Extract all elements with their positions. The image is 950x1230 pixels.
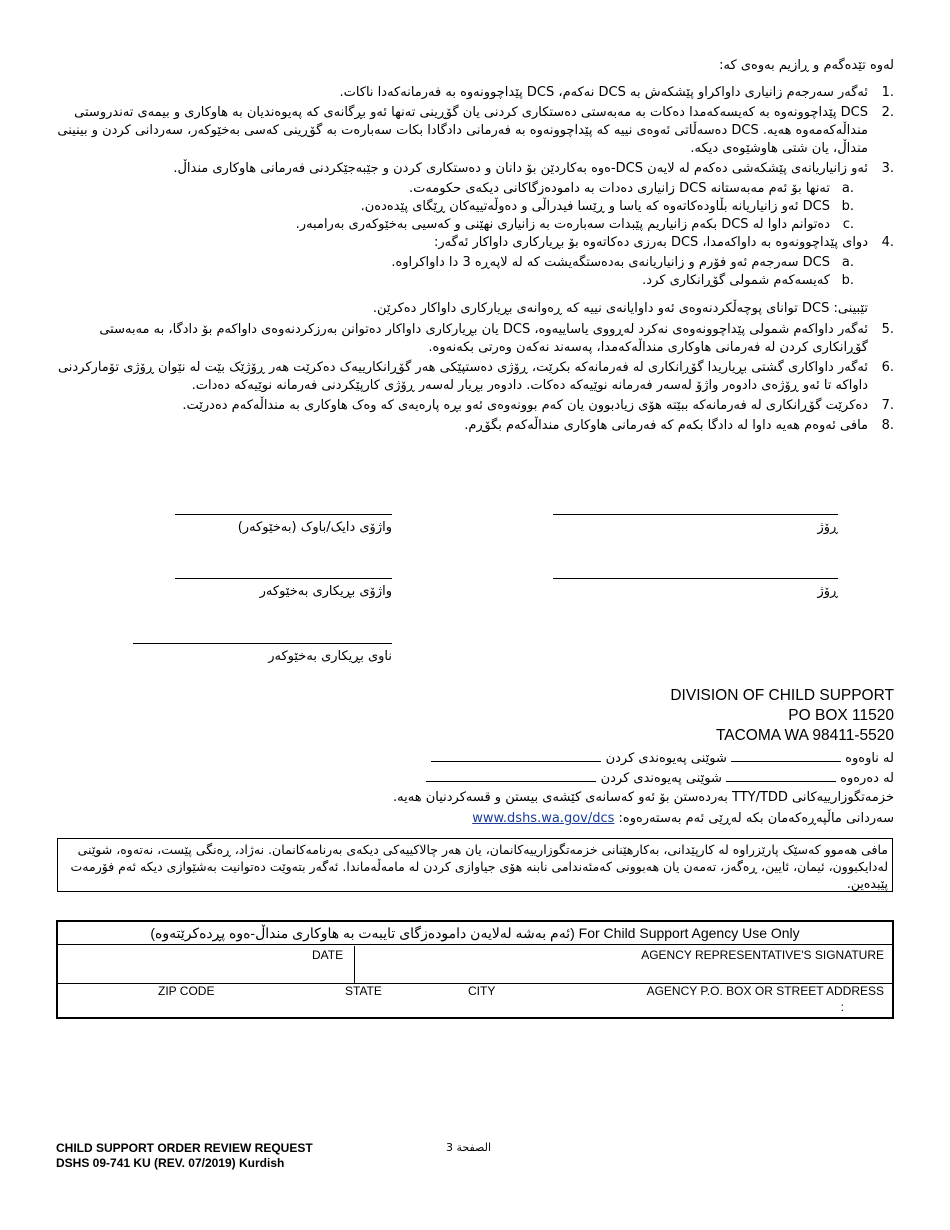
outside-contact-blank[interactable]	[426, 769, 596, 782]
item-number: .8	[881, 418, 894, 433]
date-field-label: DATE	[312, 948, 344, 962]
item-number: .7	[881, 398, 894, 413]
sub-item	[54, 180, 894, 198]
website-row	[54, 810, 894, 828]
rep-signature-field-label: AGENCY REPRESENTATIVE'S SIGNATURE	[641, 948, 884, 962]
inside-label: لە ناوەوە	[845, 751, 894, 766]
website-label: سەردانی ماڵپەڕەکەمان بکە لەڕێی ئەم بەستەرەوە:	[618, 811, 894, 826]
item-text: مافی ئەوەم هەیە داوا لە دادگا بکەم کە فەرمانی هاوکاری منداڵەکەم بگۆڕم.	[464, 418, 868, 433]
sub-text: دەتوانم داوا لە DCS بکەم زانیاریم پێبدات سەبارەت بە زانیاری نهێنی و کەسیی بەخێوکەری بەرامبەر.	[295, 217, 830, 232]
terms-list	[54, 84, 894, 437]
agency-use-box	[56, 920, 894, 1019]
list-item	[54, 104, 894, 158]
inside-contact-blank[interactable]	[431, 749, 601, 762]
item-text: دوای پێداچوونەوە بە داواکەمدا، DCS بەرزی دەکاتەوە بۆ بڕیارکاری داواکار ئەگەر:	[433, 235, 868, 250]
agency-title-ku: (ئەم بەشە لەلایەن دامودەزگای تایبەت بە هاوکاری منداڵ-ەوە پڕدەکرێتەوە)	[150, 925, 575, 941]
list-item	[54, 359, 894, 395]
list-item	[54, 160, 894, 178]
footer-title: CHILD SUPPORT ORDER REVIEW REQUEST	[56, 1141, 313, 1155]
item-text: ئەگەر سەرجەم زانیاری داواکراو پێشکەش بە DCS نەکەم، DCS پێداچوونەوە بە فەرمانەکەدا ناکات.	[339, 85, 868, 100]
nondiscrimination-notice: مافی هەموو کەسێک پارێزراوە لە کارپێدانی، بەکارهێنانی خزمەتگوزارییەکانمان، یان هەر چالاکییەکی دیکەی بەرنامەکانمان. نەژاد، ڕەنگی پێست، نەتەوە، شوێنی لەدایکبوون، ئیمان، ئایین، ڕەگەز، تەمەن یان هەبوونی کەمئەندامی نابنە هۆی جیاوازی کردن لە مامەڵەماندا. ئەگەر بتەوێت دەتوانیت بەشێوازی دیکە ئەم فۆرمەت پێبدەین.	[57, 838, 893, 892]
item-number: .1	[881, 85, 894, 100]
address-field-label: AGENCY P.O. BOX OR STREET ADDRESS	[646, 984, 884, 998]
rep-signature-label: واژۆی بڕیکاری بەخێوکەر	[259, 584, 392, 599]
sub-letter: .a	[841, 181, 854, 196]
footer-form-number: DSHS 09-741 KU (REV. 07/2019) Kurdish	[56, 1156, 285, 1170]
page-footer	[56, 1141, 313, 1171]
agency-signature-row	[58, 946, 892, 984]
item-text: دەکرێت گۆڕانکاری لە فەرمانەکە ببێتە هۆی زیادبوون یان کەم بوونەوەی ئەو بڕە پارەیەی کە وەک هاوکاری بە منداڵەکەم دەدرێت.	[182, 398, 868, 413]
sub-item	[54, 272, 894, 290]
intro-text: لەوە تێدەگەم و ڕازیم بەوەی کە:	[719, 58, 894, 73]
sub-letter: .b	[841, 199, 854, 214]
sub-text: DCS سەرجەم ئەو فۆرم و زانیاریانەی بەدەستگەیشت کە لە لاپەڕە 3 دا داواکراوە.	[391, 255, 830, 270]
address-colon: :	[840, 1000, 844, 1014]
contact-label: شوێنی پەیوەندی کردن	[605, 751, 727, 766]
sub-text: کەیسەکەم شمولی گۆڕانکاری کرد.	[642, 273, 830, 288]
item-number: .2	[881, 105, 894, 120]
sub-item	[54, 198, 894, 216]
item-number: .4	[881, 235, 894, 250]
list-item	[54, 84, 894, 102]
outside-label: لە دەرەوە	[840, 771, 894, 786]
address-line: DIVISION OF CHILD SUPPORT	[670, 687, 894, 704]
parent-signature-line[interactable]	[175, 514, 392, 516]
address-line: TACOMA WA 98411-5520	[715, 727, 894, 744]
list-item	[54, 234, 894, 252]
note-text: تێبینی: DCS توانای پوچەڵکردنەوەی ئەو داوایانەی نییە کە ڕەوانەی بڕیارکاری داواکار دەکرێن.	[372, 301, 868, 316]
date-line-2[interactable]	[553, 578, 838, 580]
website-link[interactable]: www.dshs.wa.gov/dcs	[472, 811, 615, 826]
agency-box-header	[58, 922, 892, 945]
sub-letter: .b	[841, 273, 854, 288]
date-label-1: ڕۆژ	[817, 520, 838, 535]
sub-item	[54, 216, 894, 234]
rep-name-label: ناوی بڕیکاری بەخێوکەر	[268, 649, 392, 664]
rep-name-line[interactable]	[133, 643, 392, 645]
item-text: ئەو زانیاریانەی پێشکەشی دەکەم لە لایەن DCS-ەوە بەکاردێن بۆ دانان و دەستکاری کردن و جێبەجێکردنی فەرمانی هاوکاری منداڵ.	[173, 161, 868, 176]
phone-inside-row	[54, 749, 894, 768]
tty-text: خزمەتگوزارییەکانی TTY/TDD بەردەستن بۆ ئەو کەسانەی کێشەی بیستن و قسەکردنیان هەیە.	[393, 790, 894, 805]
sub-item	[54, 254, 894, 272]
date-line-1[interactable]	[553, 514, 838, 516]
sub-text: DCS ئەو زانیاریانە بڵاودەکاتەوە کە یاسا و ڕێسا فیدراڵی و دەوڵەتییەکان ڕێگای پێدەدەن.	[360, 199, 830, 214]
outside-phone-blank[interactable]	[726, 769, 836, 782]
contact-label: شوێنی پەیوەندی کردن	[600, 771, 722, 786]
item-number: .3	[881, 161, 894, 176]
item-number: .6	[881, 360, 894, 375]
list-item	[54, 321, 894, 357]
page-number: الصفحة 3	[446, 1141, 492, 1154]
sub-letter: .c	[842, 217, 854, 232]
parent-signature-label: واژۆی دایک/باوک (بەخێوکەر)	[237, 520, 392, 535]
date-label-2: ڕۆژ	[817, 584, 838, 599]
agency-title: For Child Support Agency Use Only	[578, 925, 800, 941]
city-field-label: CITY	[468, 984, 496, 998]
zip-field-label: ZIP CODE	[158, 984, 215, 998]
list-item	[54, 397, 894, 415]
sub-text: تەنها بۆ ئەم مەبەستانە DCS زانیاری دەدات بە دامودەزگاکانی دیکەی حکومەت.	[408, 181, 830, 196]
item-text: DCS پێداچوونەوە بە کەیسەکەمدا دەکات بە مەبەستی دەستکاری کردنی یان گۆڕینی تەنها ئەو بڕگانەی کە پەیوەندیان بە هاوکاری و بیمەی تەندروستی منداڵەکەمەوە هەیە. DCS دەسەڵاتی ئەوەی نییە کە پێداچوونەوە بە فەرمانی دادگادا بکات سەبارەت بە گۆڕینی کەسی بەخێوکەر، سەردانی کردن و بینینی منداڵ، یان شتی هاوشێوەی دیکە.	[57, 105, 868, 156]
item-number: .5	[881, 322, 894, 337]
phone-outside-row	[54, 769, 894, 788]
sub-letter: .a	[841, 255, 854, 270]
inside-phone-blank[interactable]	[731, 749, 841, 762]
address-line: PO BOX 11520	[788, 707, 894, 724]
mailing-address	[670, 686, 894, 746]
rep-signature-line[interactable]	[175, 578, 392, 580]
column-divider	[354, 946, 355, 983]
list-item	[54, 417, 894, 435]
state-field-label: STATE	[345, 984, 382, 998]
item-text: ئەگەر داواکەم شمولی پێداچوونەوەی نەکرد لەڕووی یاساییەوە، DCS یان بڕیارکاری داواکار دەتوانن بەرزکردنەوەی داواکەم بۆ دادگا، بە مەبەستی گۆڕانکاری کردن لە فەرمانی هاوکاری منداڵەکەمدا، پەسەند نەکەن وەرتی بکەنەوە.	[99, 322, 868, 355]
item-text: ئەگەر داواکاری گشتی بڕیاریدا گۆڕانکاری لە فەرمانەکە بکرێت، ڕۆژی دەستپێکی هەر گۆڕانکارییەک دەکرێت هەر ڕۆژێک بێت لە نێوان ڕۆژی تۆمارکردنی داواکە تا ئەو ڕۆژەی دادوەر واژۆ لەسەر فەرمانە نوێیەکە دەکات. دادوەر بڕیار لەسەر ڕۆژی کارپێکردنی فەرمانە نوێیەکە دەدات.	[57, 360, 868, 393]
